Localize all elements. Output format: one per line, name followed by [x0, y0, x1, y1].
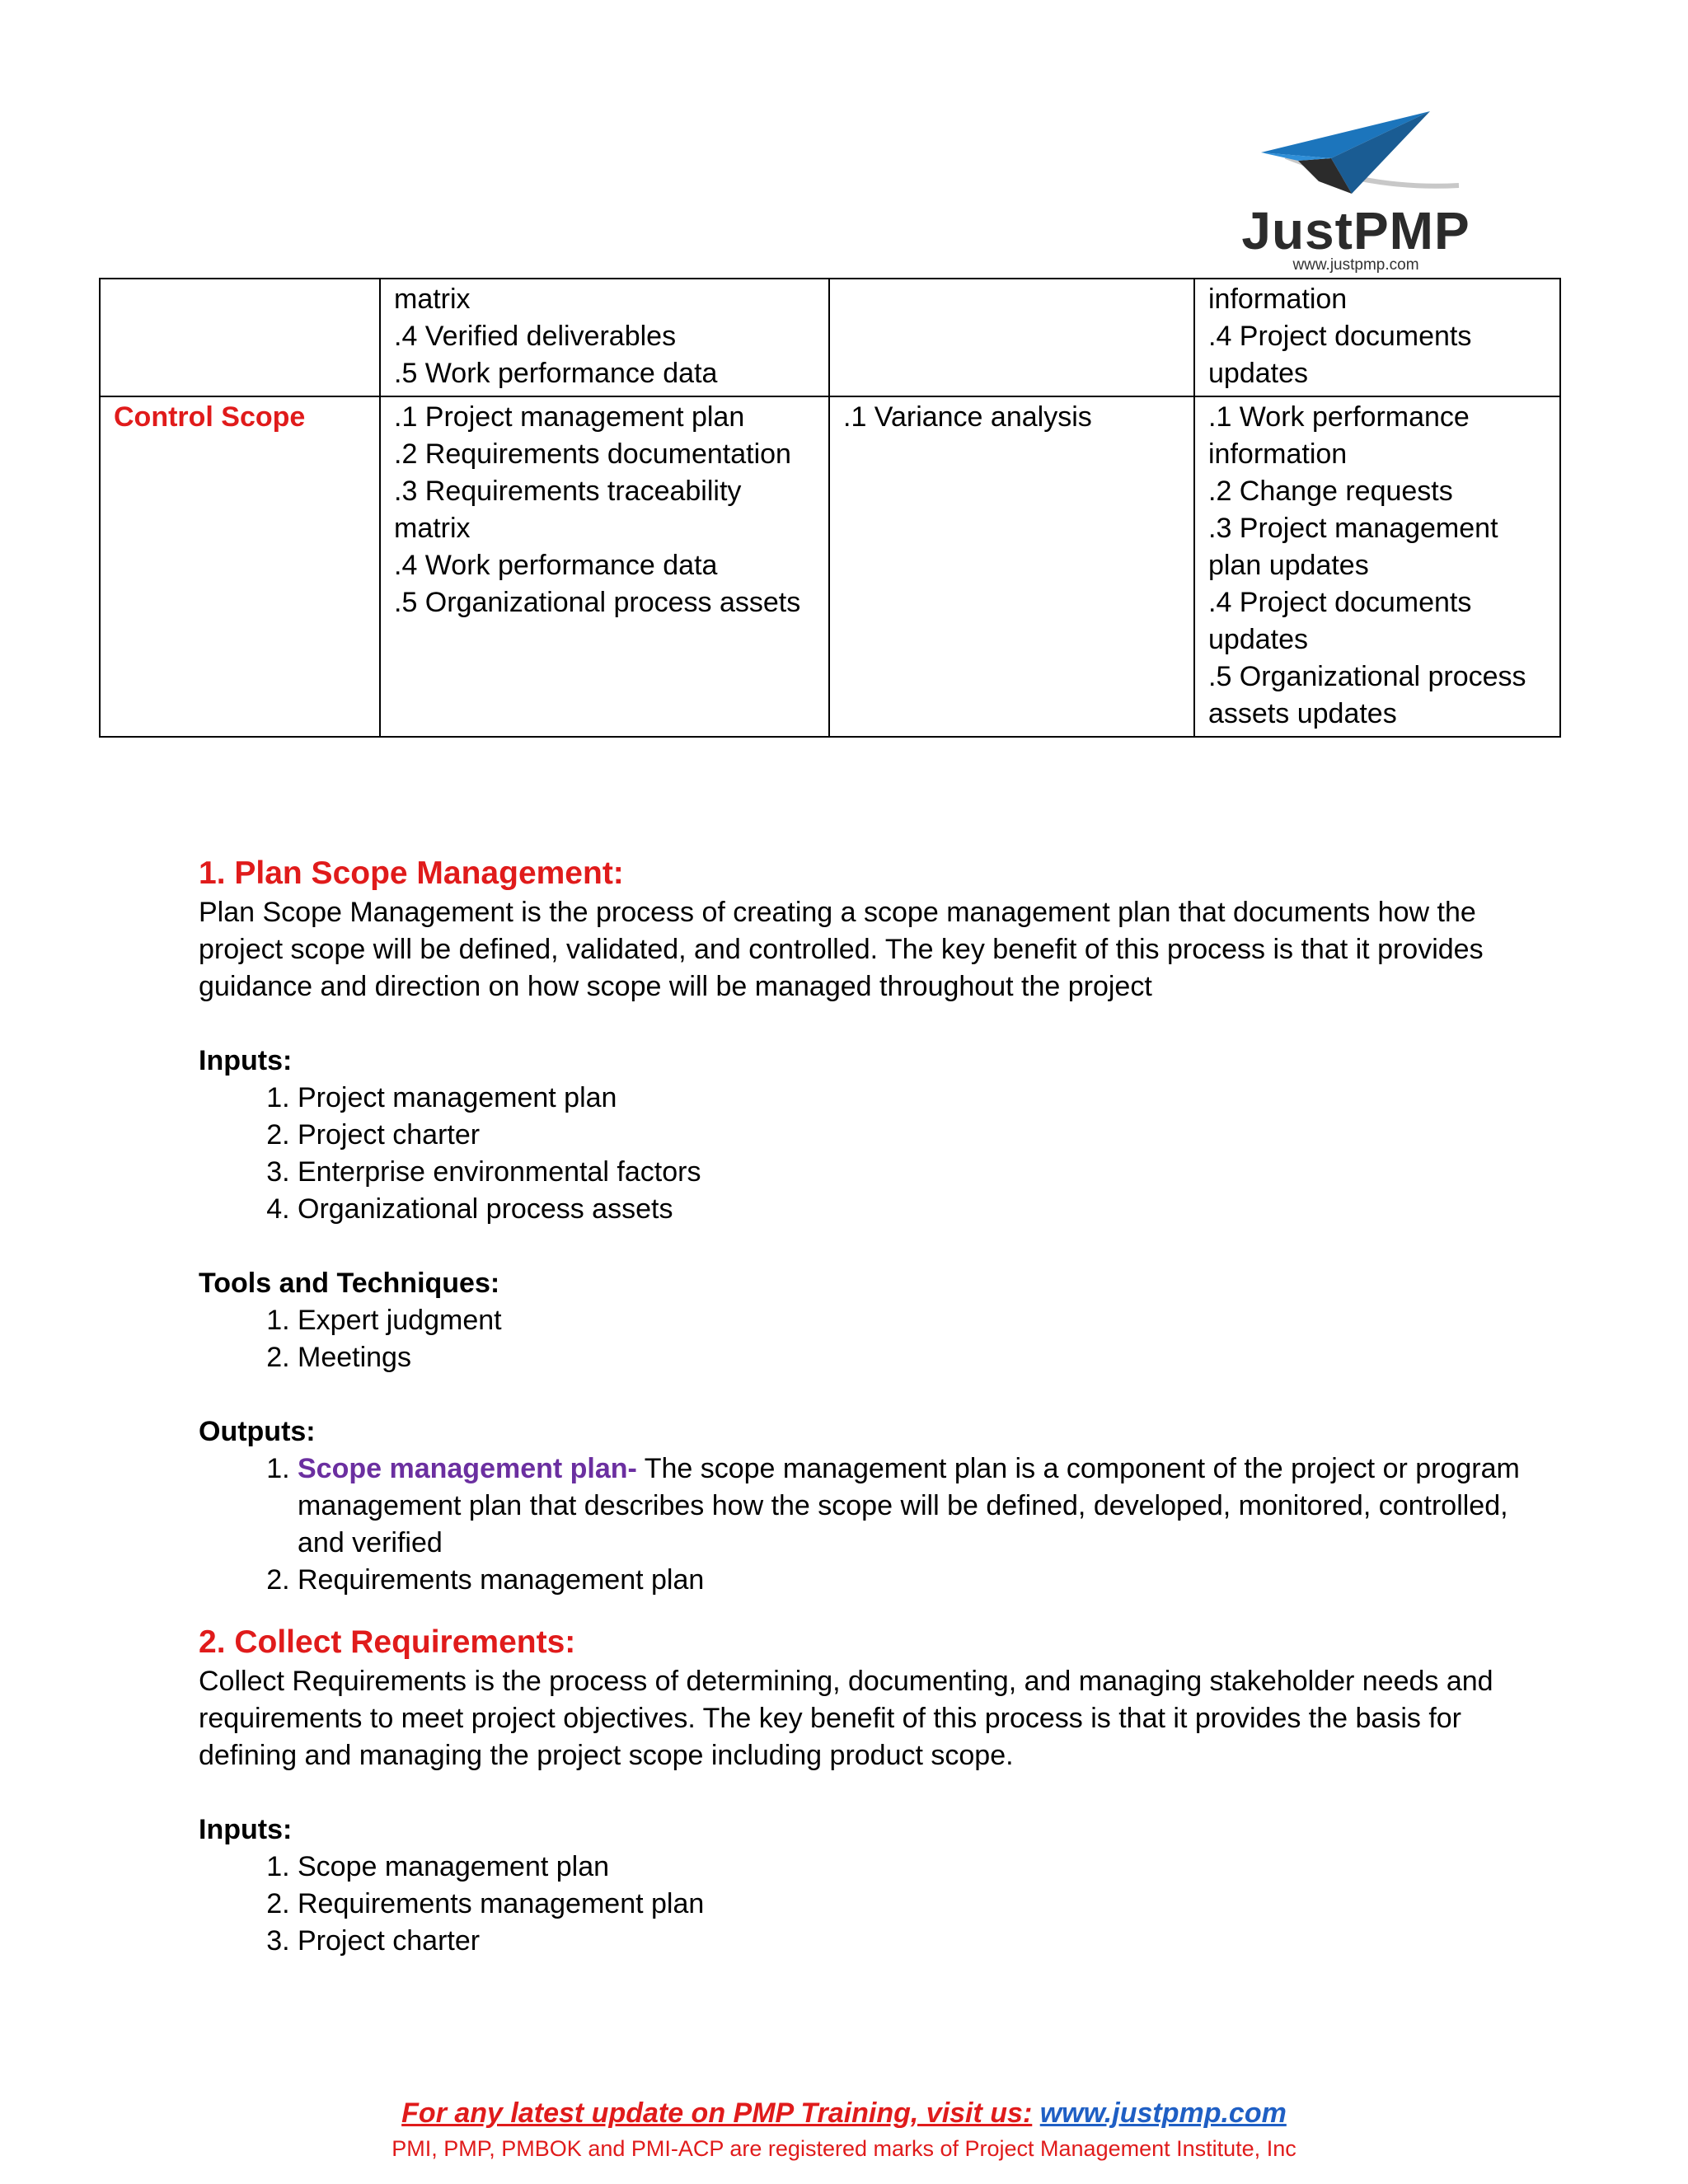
footer-promo-text: For any latest update on PMP Training, visit us:	[401, 2097, 1033, 2129]
inputs-line: .5 Work performance data	[394, 358, 718, 389]
list-item: 1. Expert judgment	[298, 1302, 1534, 1339]
inputs-line: .2 Requirements documentation	[394, 438, 791, 470]
list-item: 1. Scope management plan	[298, 1849, 1534, 1886]
outputs-line: information	[1208, 438, 1348, 470]
tools-list	[199, 1302, 1534, 1376]
inputs-line: .3 Requirements traceability	[394, 476, 742, 507]
inputs-list	[199, 1849, 1534, 1960]
list-item: 2. Project charter	[298, 1117, 1534, 1154]
list-item: 4. Organizational process assets	[298, 1191, 1534, 1228]
process-name: Control Scope	[114, 401, 306, 433]
outputs-line: .4 Project documents	[1208, 587, 1472, 618]
inputs-label: Inputs:	[199, 1045, 293, 1076]
outputs-line: .4 Project documents	[1208, 321, 1472, 352]
outputs-line: updates	[1208, 624, 1308, 655]
section-heading-plan-scope: 1. Plan Scope Management:	[199, 855, 624, 891]
table-cell-tools	[829, 396, 1194, 737]
outputs-line: updates	[1208, 358, 1308, 389]
table-cell-process	[100, 396, 380, 737]
section-heading-collect-requirements: 2. Collect Requirements:	[199, 1624, 576, 1660]
process-table-body	[100, 279, 1560, 737]
outputs-label: Outputs:	[199, 1416, 316, 1447]
output-description: The scope management plan is a component of the project or program management plan that describes how the scope will be defined, developed, monitored, controlled, and verified	[298, 1453, 1520, 1558]
list-item: 2. Meetings	[298, 1339, 1534, 1376]
outputs-line: .3 Project management	[1208, 513, 1498, 544]
inputs-list	[199, 1080, 1534, 1228]
table-cell-process	[100, 279, 380, 396]
outputs-line: .1 Work performance	[1208, 401, 1470, 433]
outputs-line: .5 Organizational process	[1208, 661, 1526, 692]
document-body	[199, 853, 1534, 1960]
list-item: 1. Project management plan	[298, 1080, 1534, 1117]
list-item: 2. Requirements management plan	[298, 1562, 1534, 1599]
list-item: 2. Requirements management plan	[298, 1886, 1534, 1923]
justpmp-logo	[1228, 107, 1484, 276]
inputs-line: .5 Organizational process assets	[394, 587, 801, 618]
table-row	[100, 279, 1560, 396]
inputs-label: Inputs:	[199, 1814, 293, 1845]
output-term: Scope management plan-	[298, 1453, 637, 1484]
table-row	[100, 396, 1560, 737]
table-cell-tools	[829, 279, 1194, 396]
tools-label: Tools and Techniques:	[199, 1268, 500, 1299]
table-cell-outputs	[1194, 396, 1560, 737]
outputs-list	[199, 1451, 1534, 1599]
outputs-line: assets updates	[1208, 698, 1397, 729]
list-item: 3. Enterprise environmental factors	[298, 1154, 1534, 1191]
inputs-line: matrix	[394, 513, 471, 544]
list-item	[298, 1451, 1534, 1562]
inputs-line: .1 Project management plan	[394, 401, 745, 433]
section-paragraph-collect-requirements: Collect Requirements is the process of determining, documenting, and managing stakeholder needs and requirements to meet project objectives. The key benefit of this process is that it provides the basis for defining and managing the project scope including product scope.	[199, 1666, 1493, 1771]
process-table	[99, 278, 1561, 738]
logo-url: www.justpmp.com	[1292, 256, 1419, 274]
logo-wordmark: JustPMP	[1241, 201, 1470, 260]
inputs-line: .4 Work performance data	[394, 550, 718, 581]
tools-line: .1 Variance analysis	[843, 401, 1092, 433]
table-cell-inputs	[380, 396, 829, 737]
outputs-line: .2 Change requests	[1208, 476, 1453, 507]
paper-plane-icon	[1253, 107, 1467, 210]
outputs-line: plan updates	[1208, 550, 1369, 581]
inputs-line: .4 Verified deliverables	[394, 321, 677, 352]
outputs-line: information	[1208, 284, 1348, 315]
list-item: 3. Project charter	[298, 1923, 1534, 1960]
footer-link[interactable]: www.justpmp.com	[1039, 2097, 1287, 2129]
footer-promo	[0, 2097, 1688, 2130]
footer-trademark: PMI, PMP, PMBOK and PMI-ACP are registered marks of Project Management Institute, Inc	[392, 2136, 1296, 2161]
section-paragraph-plan-scope: Plan Scope Management is the process of creating a scope management plan that documents how the project scope will be defined, validated, and controlled. The key benefit of this process is that it provides guidance and direction on how scope will be managed throughout the project	[199, 897, 1484, 1002]
table-cell-outputs	[1194, 279, 1560, 396]
inputs-line: matrix	[394, 284, 471, 315]
table-cell-inputs	[380, 279, 829, 396]
